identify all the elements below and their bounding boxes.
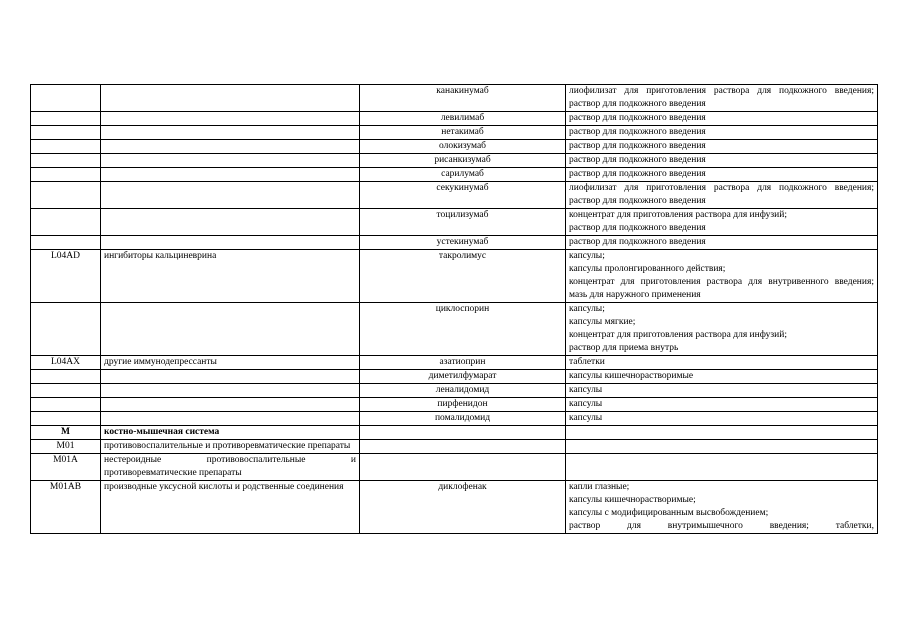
dosage-forms-cell — [566, 112, 878, 126]
dosage-form-line: капсулы кишечнорастворимые; — [569, 495, 696, 505]
dosage-form-line: раствор для подкожного введения — [569, 169, 706, 179]
dosage-forms-cell — [566, 85, 878, 112]
drug-name-cell: диклофенак — [360, 481, 566, 534]
group-name-text: ингибиторы кальциневрина — [104, 251, 217, 261]
atc-code-cell: M01A — [31, 454, 101, 481]
drug-name-cell — [360, 426, 566, 440]
dosage-forms-cell — [566, 412, 878, 426]
drug-name-cell — [360, 440, 566, 454]
dosage-forms-cell — [566, 168, 878, 182]
atc-code-cell — [31, 112, 101, 126]
drug-name-cell: такролимус — [360, 250, 566, 303]
table-row — [31, 236, 878, 250]
table-row — [31, 440, 878, 454]
table-row — [31, 168, 878, 182]
dosage-form-line: раствор для подкожного введения — [569, 237, 706, 247]
drug-name-cell: рисанкизумаб — [360, 154, 566, 168]
atc-code-cell — [31, 236, 101, 250]
dosage-forms-cell — [566, 370, 878, 384]
atc-code-cell — [31, 412, 101, 426]
dosage-forms-cell — [566, 303, 878, 356]
dosage-forms-cell — [566, 154, 878, 168]
atc-code-cell: M01 — [31, 440, 101, 454]
dosage-forms-cell — [566, 126, 878, 140]
atc-code-cell — [31, 209, 101, 236]
dosage-form-line: капсулы пролонгированного действия; — [569, 264, 726, 274]
dosage-form-line: раствор для подкожного введения — [569, 223, 706, 233]
table-row — [31, 412, 878, 426]
atc-code-cell — [31, 85, 101, 112]
dosage-forms-cell — [566, 398, 878, 412]
dosage-form-line: капсулы мягкие; — [569, 317, 636, 327]
dosage-forms-cell — [566, 384, 878, 398]
dosage-form-line: лиофилизат для приготовления раствора для подкожного введения; — [569, 86, 874, 96]
table-row — [31, 154, 878, 168]
dosage-forms-cell — [566, 209, 878, 236]
table-row — [31, 370, 878, 384]
dosage-form-line: капсулы — [569, 399, 603, 409]
drug-name-cell: тоцилизумаб — [360, 209, 566, 236]
atc-code-cell: L04AD — [31, 250, 101, 303]
dosage-form-line: мазь для наружного применения — [569, 290, 701, 300]
dosage-forms-cell — [566, 440, 878, 454]
drug-name-cell: секукинумаб — [360, 182, 566, 209]
group-name-text: другие иммунодепрессанты — [104, 357, 217, 367]
dosage-form-line: капли глазные; — [569, 482, 630, 492]
dosage-form-line: капсулы; — [569, 251, 605, 261]
drug-name-cell: леналидомид — [360, 384, 566, 398]
dosage-forms-cell — [566, 356, 878, 370]
atc-code-cell — [31, 384, 101, 398]
table-row — [31, 384, 878, 398]
group-name-cell — [101, 481, 360, 534]
dosage-form-line: раствор для приема внутрь — [569, 343, 679, 353]
group-name-cell — [101, 356, 360, 370]
table-row — [31, 85, 878, 112]
group-name-cell — [101, 182, 360, 209]
table-row — [31, 303, 878, 356]
drug-name-cell: олокизумаб — [360, 140, 566, 154]
table-row — [31, 112, 878, 126]
table-row — [31, 454, 878, 481]
drug-name-cell: канакинумаб — [360, 85, 566, 112]
dosage-form-line: капсулы; — [569, 304, 605, 314]
dosage-form-line: раствор для подкожного введения — [569, 113, 706, 123]
dosage-form-line: капсулы с модифицированным высвобождением; — [569, 508, 769, 518]
dosage-form-line: капсулы — [569, 413, 603, 423]
group-name-cell — [101, 384, 360, 398]
drug-name-cell: диметилфумарат — [360, 370, 566, 384]
atc-code-cell — [31, 140, 101, 154]
dosage-forms-cell — [566, 236, 878, 250]
group-name-text: противовоспалительные и противоревматические препараты — [104, 441, 351, 451]
dosage-forms-cell — [566, 250, 878, 303]
group-name-cell — [101, 85, 360, 112]
group-name-cell — [101, 398, 360, 412]
dosage-forms-cell — [566, 182, 878, 209]
dosage-form-line: раствор для подкожного введения — [569, 155, 706, 165]
dosage-forms-cell — [566, 454, 878, 481]
drug-name-cell: помалидомид — [360, 412, 566, 426]
drug-name-cell: азатиоприн — [360, 356, 566, 370]
dosage-form-line: концентрат для приготовления раствора для инфузий; — [569, 210, 787, 220]
group-name-cell — [101, 412, 360, 426]
dosage-forms-cell — [566, 426, 878, 440]
atc-code-cell — [31, 182, 101, 209]
atc-code-cell — [31, 398, 101, 412]
table-body — [31, 85, 878, 534]
table-row — [31, 250, 878, 303]
drug-name-cell: сарилумаб — [360, 168, 566, 182]
atc-code-cell — [31, 154, 101, 168]
dosage-form-line: раствор для подкожного введения — [569, 99, 706, 109]
group-name-cell — [101, 140, 360, 154]
dosage-form-line: концентрат для приготовления раствора для инфузий; — [569, 330, 787, 340]
group-name-text: производные уксусной кислоты и родственные соединения — [104, 482, 344, 492]
group-name-cell — [101, 440, 360, 454]
table-row — [31, 398, 878, 412]
table-row — [31, 356, 878, 370]
group-name-cell — [101, 168, 360, 182]
group-name-cell — [101, 154, 360, 168]
drug-list-table — [30, 84, 878, 534]
atc-code-cell: M — [31, 426, 101, 440]
group-name-cell — [101, 250, 360, 303]
drug-name-cell: левилимаб — [360, 112, 566, 126]
group-name-cell — [101, 236, 360, 250]
dosage-form-line: лиофилизат для приготовления раствора для подкожного введения; — [569, 183, 874, 193]
group-name-cell — [101, 370, 360, 384]
group-name-cell — [101, 454, 360, 481]
dosage-forms-cell — [566, 140, 878, 154]
drug-name-cell: пирфенидон — [360, 398, 566, 412]
atc-code-cell — [31, 168, 101, 182]
table-row — [31, 140, 878, 154]
table-row — [31, 481, 878, 534]
group-name-cell — [101, 426, 360, 440]
dosage-form-line: раствор для подкожного введения — [569, 196, 706, 206]
table-row — [31, 182, 878, 209]
dosage-form-line: раствор для внутримышечного введения; таблетки, — [569, 521, 874, 531]
drug-name-cell: устекинумаб — [360, 236, 566, 250]
dosage-form-line: таблетки — [569, 357, 605, 367]
atc-code-cell — [31, 303, 101, 356]
table-row — [31, 426, 878, 440]
table-row — [31, 126, 878, 140]
atc-code-cell — [31, 126, 101, 140]
drug-name-cell: нетакимаб — [360, 126, 566, 140]
drug-name-cell: циклоспорин — [360, 303, 566, 356]
dosage-form-line: раствор для подкожного введения — [569, 127, 706, 137]
atc-code-cell: M01AB — [31, 481, 101, 534]
dosage-form-line: раствор для подкожного введения — [569, 141, 706, 151]
group-name-text: костно-мышечная система — [104, 427, 220, 437]
dosage-forms-cell — [566, 481, 878, 534]
group-name-cell — [101, 126, 360, 140]
dosage-form-line: капсулы кишечнорастворимые — [569, 371, 694, 381]
table-row — [31, 209, 878, 236]
atc-code-cell — [31, 370, 101, 384]
group-name-cell — [101, 209, 360, 236]
dosage-form-line: капсулы — [569, 385, 603, 395]
group-name-text: нестероидные противовоспалительные и противоревматические препараты — [104, 455, 356, 478]
group-name-cell — [101, 303, 360, 356]
group-name-cell — [101, 112, 360, 126]
drug-name-cell — [360, 454, 566, 481]
dosage-form-line: концентрат для приготовления раствора для внутривенного введения; — [569, 277, 874, 287]
atc-code-cell: L04AX — [31, 356, 101, 370]
